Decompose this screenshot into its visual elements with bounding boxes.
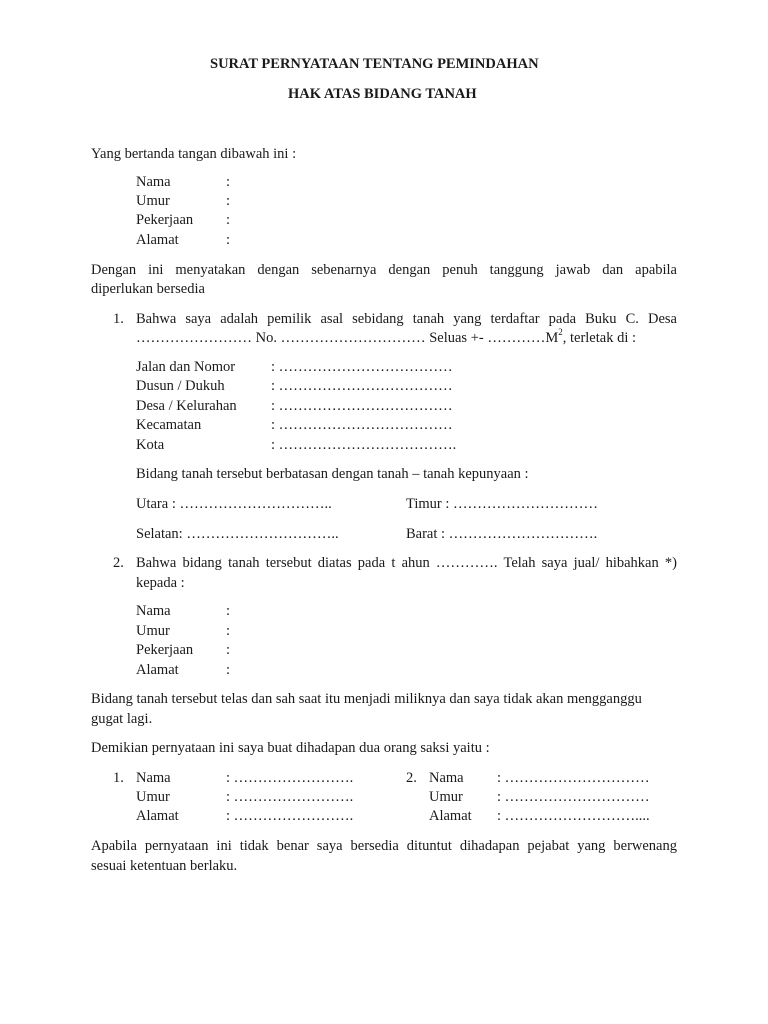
- recipient-label-address: Alamat: [136, 662, 179, 678]
- witness-intro: Demikian pernyataan ini saya buat dihadapan dua orang saksi yaitu :: [91, 740, 490, 756]
- witness-1-value-age: : …………………….: [226, 789, 354, 805]
- boundary-west: Barat : ………………………….: [406, 526, 598, 542]
- recipient-label-name: Nama: [136, 603, 171, 619]
- party-label-age: Umur: [136, 193, 170, 209]
- witness-2-label-name: Nama: [429, 770, 464, 786]
- item-2-line-1: Bahwa bidang tanah tersebut diatas pada t ahun …………. Telah saya jual/ hibahkan *): [136, 555, 677, 571]
- location-label: Kota: [136, 437, 165, 453]
- boundary-south: Selatan: …………………………..: [136, 526, 339, 542]
- location-label: Dusun / Dukuh: [136, 378, 225, 394]
- witness-2-label-address: Alamat: [429, 808, 472, 824]
- recipient-label-age: Umur: [136, 623, 170, 639]
- recipient-colon: :: [226, 662, 231, 678]
- item-2-line-2: kepada :: [136, 575, 185, 591]
- location-value: : ……………………………….: [271, 437, 457, 453]
- item-2-number: 2.: [113, 555, 124, 571]
- item-1-number: 1.: [113, 311, 124, 327]
- closing-line-2: sesuai ketentuan berlaku.: [91, 858, 238, 874]
- witness-1-number: 1.: [113, 770, 124, 786]
- witness-2-value-address: : ………………………....: [497, 808, 650, 824]
- location-label: Kecamatan: [136, 417, 202, 433]
- statement-line-1: Dengan ini menyatakan dengan sebenarnya dengan penuh tanggung jawab dan apabila: [91, 262, 677, 278]
- location-label: Jalan dan Nomor: [136, 359, 236, 375]
- boundary-intro: Bidang tanah tersebut berbatasan dengan tanah – tanah kepunyaan :: [136, 466, 529, 482]
- party-colon: :: [226, 174, 231, 190]
- party-colon: :: [226, 232, 231, 248]
- recipient-colon: :: [226, 623, 231, 639]
- recipient-colon: :: [226, 642, 231, 658]
- witness-1-label-name: Nama: [136, 770, 171, 786]
- location-value: : ………………………………: [271, 378, 453, 394]
- party-label-name: Nama: [136, 174, 171, 190]
- party-colon: :: [226, 193, 231, 209]
- witness-1-label-address: Alamat: [136, 808, 179, 824]
- location-value: : ………………………………: [271, 359, 453, 375]
- witness-2-value-age: : …………………………: [497, 789, 650, 805]
- recipient-colon: :: [226, 603, 231, 619]
- witness-2-value-name: : …………………………: [497, 770, 650, 786]
- boundary-east: Timur : …………………………: [406, 496, 599, 512]
- document-title-line-1: SURAT PERNYATAAN TENTANG PEMINDAHAN: [210, 56, 539, 72]
- statement-line-2: diperlukan bersedia: [91, 281, 205, 297]
- item-1-line-1: Bahwa saya adalah pemilik asal sebidang tanah yang terdaftar pada Buku C. Desa: [136, 311, 677, 327]
- witness-1-value-name: : …………………….: [226, 770, 354, 786]
- party-colon: :: [226, 212, 231, 228]
- item-1-line-2: …………………… No. ………………………… Seluas +- $\dots\dots\dots\dots M^2$, terletak di :: [136, 327, 637, 346]
- party-label-address: Alamat: [136, 232, 179, 248]
- superscript-2: 2: [558, 327, 563, 338]
- witness-2-label-age: Umur: [429, 789, 463, 805]
- boundary-north: Utara : …………………………..: [136, 496, 332, 512]
- location-value: : ………………………………: [271, 417, 453, 433]
- party-label-occupation: Pekerjaan: [136, 212, 194, 228]
- location-value: : ………………………………: [271, 398, 453, 414]
- ownership-line-1: Bidang tanah tersebut telas dan sah saat itu menjadi miliknya dan saya tidak akan mengganggu: [91, 691, 642, 707]
- closing-line-1: Apabila pernyataan ini tidak benar saya bersedia dituntut dihadapan pejabat yang berwenang: [91, 838, 677, 854]
- document-title-line-2: HAK ATAS BIDANG TANAH: [288, 86, 477, 102]
- recipient-label-occupation: Pekerjaan: [136, 642, 194, 658]
- witness-1-value-address: : …………………….: [226, 808, 354, 824]
- intro-text: Yang bertanda tangan dibawah ini :: [91, 146, 297, 162]
- ownership-line-2: gugat lagi.: [91, 711, 153, 727]
- witness-1-label-age: Umur: [136, 789, 170, 805]
- location-label: Desa / Kelurahan: [136, 398, 237, 414]
- witness-2-number: 2.: [406, 770, 417, 786]
